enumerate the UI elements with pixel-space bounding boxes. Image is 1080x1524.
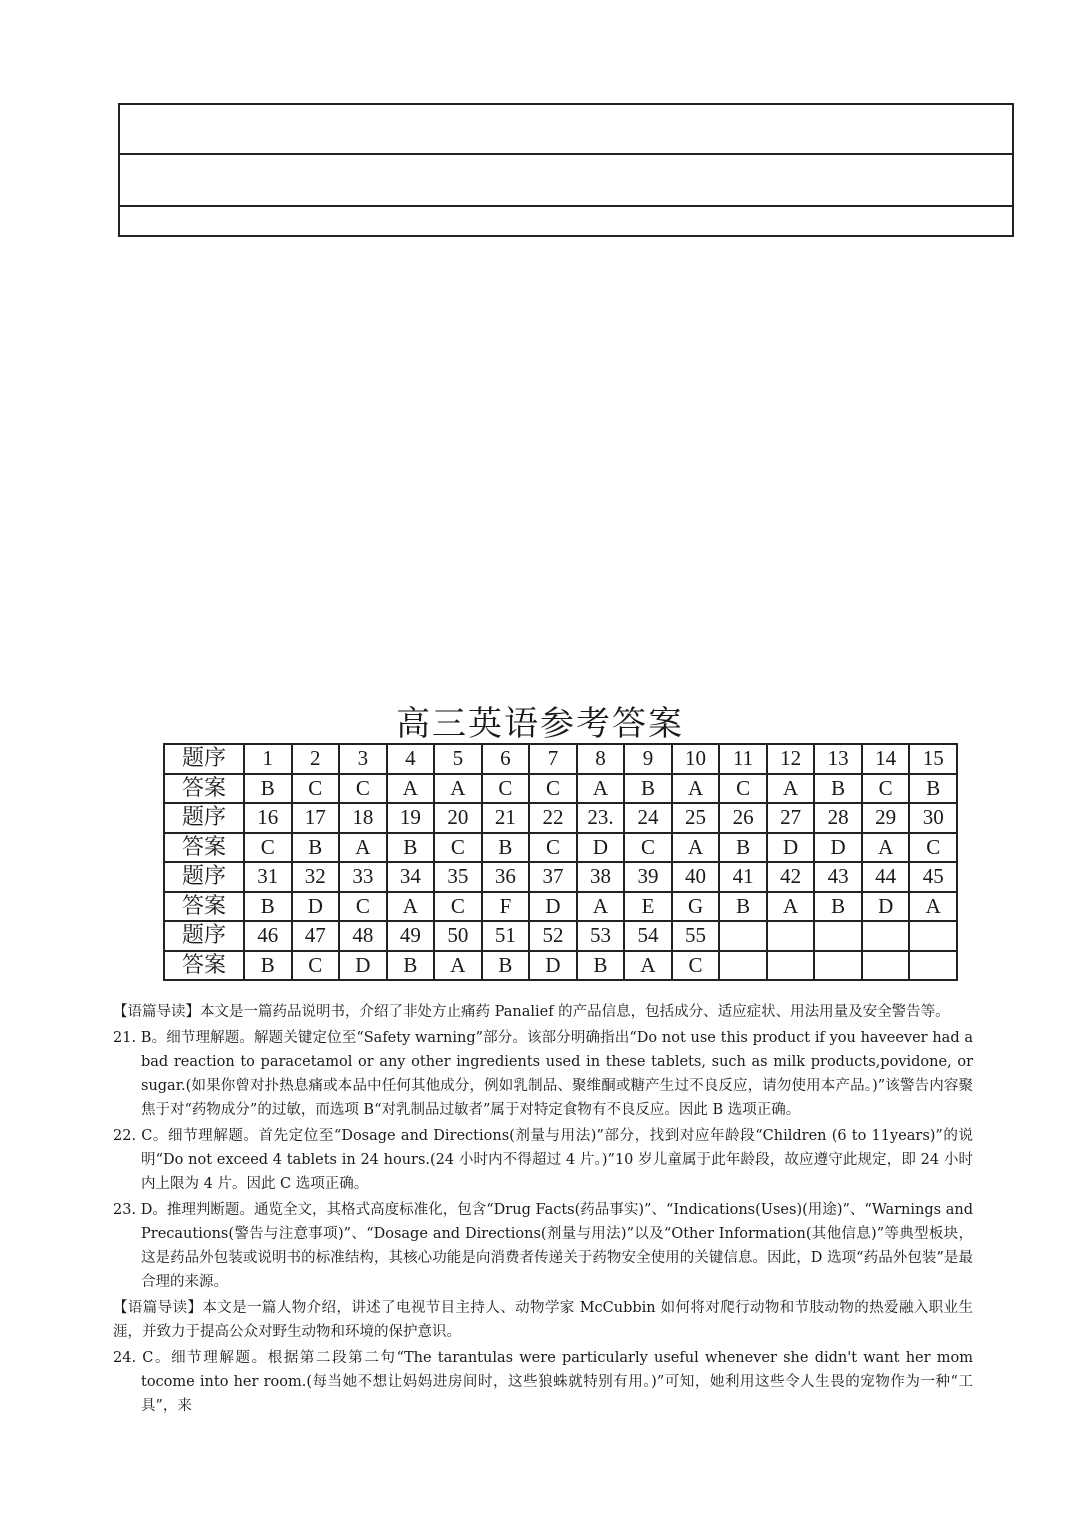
- table-cell: D: [529, 892, 577, 922]
- table-cell: D: [862, 892, 910, 922]
- passage-intro-2: 【语篇导读】本文是一篇人物介绍，讲述了电视节目主持人、动物学家 McCubbin 如何将对爬行动物和节肢动物的热爱融入职业生涯，并致力于提高公众对野生动物和环境的保护意识。: [113, 1300, 973, 1340]
- table-cell: A: [672, 774, 720, 804]
- table-cell: B: [387, 951, 435, 981]
- table-cell: 41: [719, 862, 767, 892]
- table-cell: A: [434, 774, 482, 804]
- table-cell: [767, 951, 815, 981]
- table-cell: 26: [719, 803, 767, 833]
- table-cell: 51: [482, 921, 530, 951]
- table-cell: 25: [672, 803, 720, 833]
- page-title: 高三英语参考答案: [396, 704, 684, 744]
- table-cell: B: [719, 833, 767, 863]
- table-cell: 13: [814, 744, 862, 774]
- table-cell: A: [767, 892, 815, 922]
- table-cell: A: [387, 892, 435, 922]
- table-cell: 34: [387, 862, 435, 892]
- table-cell: D: [577, 833, 625, 863]
- table-cell: 3: [339, 744, 387, 774]
- table-cell: 52: [529, 921, 577, 951]
- table-cell: 29: [862, 803, 910, 833]
- table-cell: 6: [482, 744, 530, 774]
- table-cell: D: [529, 951, 577, 981]
- table-cell: [862, 951, 910, 981]
- table-cell: 50: [434, 921, 482, 951]
- explanations: [113, 1000, 973, 1420]
- table-cell: [767, 921, 815, 951]
- table-cell: 5: [434, 744, 482, 774]
- table-cell: B: [719, 892, 767, 922]
- table-cell: 30: [909, 803, 957, 833]
- table-row: [164, 833, 957, 863]
- row-label: 题序: [164, 921, 244, 951]
- table-row: [164, 803, 957, 833]
- row-label: 答案: [164, 833, 244, 863]
- table-cell: 44: [862, 862, 910, 892]
- table-cell: C: [909, 833, 957, 863]
- table-cell: D: [767, 833, 815, 863]
- table-cell: 47: [292, 921, 340, 951]
- table-cell: 1: [244, 744, 292, 774]
- answer-table: [163, 743, 958, 981]
- explanation-q24: 24. C。细节理解题。根据第二段第二句“The tarantulas were particularly useful whenever she didn't want her mom tocome into her room.(每当她不想让妈妈进房间时，这些狼蛛就特别有用。)”可知，她利用这些令人生畏的宠物作为一种“工具”，来: [113, 1350, 973, 1414]
- blank-row: [120, 155, 1012, 207]
- table-cell: 4: [387, 744, 435, 774]
- table-cell: C: [339, 892, 387, 922]
- table-cell: [814, 921, 862, 951]
- table-cell: F: [482, 892, 530, 922]
- table-cell: 17: [292, 803, 340, 833]
- table-cell: 9: [624, 744, 672, 774]
- table-cell: 2: [292, 744, 340, 774]
- explanation-q22: 22. C。细节理解题。首先定位至“Dosage and Directions(剂量与用法)”部分，找到对应年龄段“Children (6 to 11years)”的说明“Do not exceed 4 tablets in 24 hours.(24 小时内不得超过 4 片。)”10 岁儿童属于此年龄段，故应遵守此规定，即 24 小时内上限为 4 片。因此 C 选项正确。: [113, 1128, 973, 1192]
- row-label: 答案: [164, 774, 244, 804]
- table-cell: 53: [577, 921, 625, 951]
- table-row: [164, 951, 957, 981]
- table-cell: 37: [529, 862, 577, 892]
- table-row: [164, 862, 957, 892]
- table-cell: A: [434, 951, 482, 981]
- table-cell: C: [244, 833, 292, 863]
- table-row: [164, 774, 957, 804]
- table-cell: C: [292, 774, 340, 804]
- table-cell: 23.: [577, 803, 625, 833]
- row-label: 题序: [164, 862, 244, 892]
- table-cell: 12: [767, 744, 815, 774]
- table-cell: B: [482, 833, 530, 863]
- table-cell: C: [482, 774, 530, 804]
- table-cell: 19: [387, 803, 435, 833]
- table-cell: B: [577, 951, 625, 981]
- row-label: 题序: [164, 744, 244, 774]
- table-cell: 55: [672, 921, 720, 951]
- table-cell: [909, 921, 957, 951]
- table-cell: E: [624, 892, 672, 922]
- table-cell: D: [814, 833, 862, 863]
- explanation-q23: 23. D。推理判断题。通览全文，其格式高度标准化，包含“Drug Facts(药品事实)”、“Indications(Uses)(用途)”、“Warnings and Precautions(警告与注意事项)”、“Dosage and Directions(剂量与用法)”以及“Other Information(其他信息)”等典型板块，这是药品外包装或说明书的标准结构，其核心功能是向消费者传递关于药物安全使用的关键信息。因此，D 选项“药品外包装”是最合理的来源。: [113, 1202, 973, 1290]
- passage-intro-1: 【语篇导读】本文是一篇药品说明书，介绍了非处方止痛药 Panalief 的产品信息，包括成分、适应症状、用法用量及安全警告等。: [113, 1004, 950, 1020]
- table-cell: C: [434, 892, 482, 922]
- table-cell: A: [672, 833, 720, 863]
- table-cell: A: [387, 774, 435, 804]
- table-cell: D: [292, 892, 340, 922]
- table-cell: 39: [624, 862, 672, 892]
- explanation-q21: 21. B。细节理解题。解题关键定位至“Safety warning”部分。该部分明确指出“Do not use this product if you haveever had a bad reaction to paracetamol or any other ingredients used in these tablets, such as milk products,povidone, or sugar.(如果你曾对扑热息痛或本品中任何其他成分，例如乳制品、聚维酮或糖产生过不良反应，请勿使用本产品。)”该警告内容聚焦于对“药物成分”的过敏，而选项 B“对乳制品过敏者”属于对特定食物有不良反应。因此 B 选项正确。: [113, 1030, 973, 1118]
- table-row: [164, 892, 957, 922]
- table-cell: C: [719, 774, 767, 804]
- table-cell: C: [862, 774, 910, 804]
- table-cell: 15: [909, 744, 957, 774]
- table-cell: B: [244, 774, 292, 804]
- table-cell: A: [577, 892, 625, 922]
- table-cell: 27: [767, 803, 815, 833]
- table-cell: B: [244, 892, 292, 922]
- table-cell: B: [909, 774, 957, 804]
- blank-row: [120, 105, 1012, 155]
- table-cell: 49: [387, 921, 435, 951]
- table-cell: 7: [529, 744, 577, 774]
- table-cell: 10: [672, 744, 720, 774]
- table-cell: 8: [577, 744, 625, 774]
- table-cell: C: [529, 774, 577, 804]
- table-cell: 22: [529, 803, 577, 833]
- table-cell: 35: [434, 862, 482, 892]
- table-cell: 33: [339, 862, 387, 892]
- table-cell: 21: [482, 803, 530, 833]
- table-cell: 31: [244, 862, 292, 892]
- table-row: [164, 921, 957, 951]
- table-cell: A: [767, 774, 815, 804]
- table-cell: A: [909, 892, 957, 922]
- table-cell: C: [529, 833, 577, 863]
- row-label: 答案: [164, 951, 244, 981]
- table-cell: B: [624, 774, 672, 804]
- table-cell: B: [387, 833, 435, 863]
- table-cell: A: [862, 833, 910, 863]
- table-cell: 24: [624, 803, 672, 833]
- table-cell: 38: [577, 862, 625, 892]
- table-cell: C: [434, 833, 482, 863]
- table-cell: D: [339, 951, 387, 981]
- table-cell: 32: [292, 862, 340, 892]
- table-cell: A: [577, 774, 625, 804]
- table-row: [164, 744, 957, 774]
- table-cell: 42: [767, 862, 815, 892]
- table-cell: 18: [339, 803, 387, 833]
- table-cell: 45: [909, 862, 957, 892]
- row-label: 题序: [164, 803, 244, 833]
- table-cell: B: [482, 951, 530, 981]
- table-cell: 28: [814, 803, 862, 833]
- table-cell: [909, 951, 957, 981]
- table-cell: 40: [672, 862, 720, 892]
- table-cell: B: [814, 892, 862, 922]
- table-cell: 14: [862, 744, 910, 774]
- table-cell: C: [292, 951, 340, 981]
- table-cell: 43: [814, 862, 862, 892]
- table-cell: B: [292, 833, 340, 863]
- table-cell: A: [339, 833, 387, 863]
- table-cell: 11: [719, 744, 767, 774]
- table-cell: C: [624, 833, 672, 863]
- table-cell: 16: [244, 803, 292, 833]
- table-cell: [719, 951, 767, 981]
- table-cell: 46: [244, 921, 292, 951]
- table-cell: 48: [339, 921, 387, 951]
- table-cell: 20: [434, 803, 482, 833]
- table-cell: G: [672, 892, 720, 922]
- table-cell: 36: [482, 862, 530, 892]
- table-cell: A: [624, 951, 672, 981]
- row-label: 答案: [164, 892, 244, 922]
- table-cell: 54: [624, 921, 672, 951]
- table-cell: C: [339, 774, 387, 804]
- table-cell: B: [814, 774, 862, 804]
- table-cell: [814, 951, 862, 981]
- blank-header-box: [118, 103, 1014, 237]
- blank-row: [120, 207, 1012, 235]
- table-cell: C: [672, 951, 720, 981]
- table-cell: [862, 921, 910, 951]
- table-cell: B: [244, 951, 292, 981]
- table-cell: [719, 921, 767, 951]
